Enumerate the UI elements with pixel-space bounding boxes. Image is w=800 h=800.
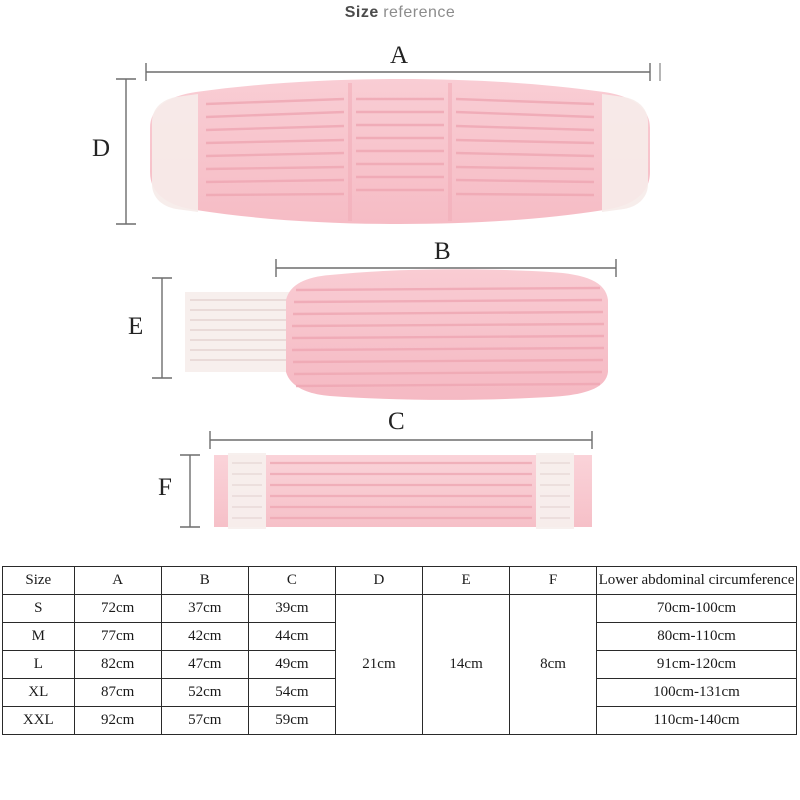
cell-c: 59cm xyxy=(248,707,335,735)
page-title-light: reference xyxy=(383,4,456,21)
column-header-b: B xyxy=(161,567,248,595)
table-row xyxy=(3,595,797,623)
dimension-label-c: C xyxy=(388,408,405,435)
cell-b: 37cm xyxy=(161,595,248,623)
size-reference-table xyxy=(2,566,797,735)
cell-e-merged: 14cm xyxy=(423,595,510,735)
dimension-label-a: A xyxy=(390,42,409,69)
belt-piece-b xyxy=(185,269,608,400)
belt-piece-c xyxy=(214,453,592,529)
column-header-size: Size xyxy=(3,567,75,595)
cell-size: XL xyxy=(3,679,75,707)
dimension-line-f xyxy=(180,455,200,527)
cell-f-merged: 8cm xyxy=(510,595,597,735)
cell-lower: 91cm-120cm xyxy=(596,651,796,679)
cell-b: 42cm xyxy=(161,623,248,651)
cell-b: 52cm xyxy=(161,679,248,707)
cell-lower: 70cm-100cm xyxy=(596,595,796,623)
dimension-line-e xyxy=(152,278,172,378)
cell-lower: 80cm-110cm xyxy=(596,623,796,651)
cell-a: 87cm xyxy=(74,679,161,707)
cell-a: 72cm xyxy=(74,595,161,623)
cell-c: 39cm xyxy=(248,595,335,623)
cell-size: L xyxy=(3,651,75,679)
column-header-lower-abdominal: Lower abdominal circumference xyxy=(596,567,796,595)
column-header-f: F xyxy=(510,567,597,595)
dimension-line-d xyxy=(116,79,136,224)
column-header-e: E xyxy=(423,567,510,595)
cell-a: 77cm xyxy=(74,623,161,651)
column-header-a: A xyxy=(74,567,161,595)
dimension-label-e: E xyxy=(128,313,144,340)
cell-a: 92cm xyxy=(74,707,161,735)
cell-c: 44cm xyxy=(248,623,335,651)
column-header-c: C xyxy=(248,567,335,595)
cell-c: 54cm xyxy=(248,679,335,707)
belt-piece-a xyxy=(150,79,650,224)
table-header-row xyxy=(3,567,797,595)
cell-c: 49cm xyxy=(248,651,335,679)
page-title-bold: Size xyxy=(344,4,379,21)
cell-lower: 110cm-140cm xyxy=(596,707,796,735)
cell-b: 47cm xyxy=(161,651,248,679)
dimension-label-d: D xyxy=(92,135,111,162)
cell-a: 82cm xyxy=(74,651,161,679)
dimension-label-f: F xyxy=(158,474,172,501)
cell-size: M xyxy=(3,623,75,651)
cell-lower: 100cm-131cm xyxy=(596,679,796,707)
cell-size: XXL xyxy=(3,707,75,735)
cell-size: S xyxy=(3,595,75,623)
dimension-label-b: B xyxy=(434,238,451,265)
cell-b: 57cm xyxy=(161,707,248,735)
column-header-d: D xyxy=(335,567,422,595)
cell-d-merged: 21cm xyxy=(335,595,422,735)
